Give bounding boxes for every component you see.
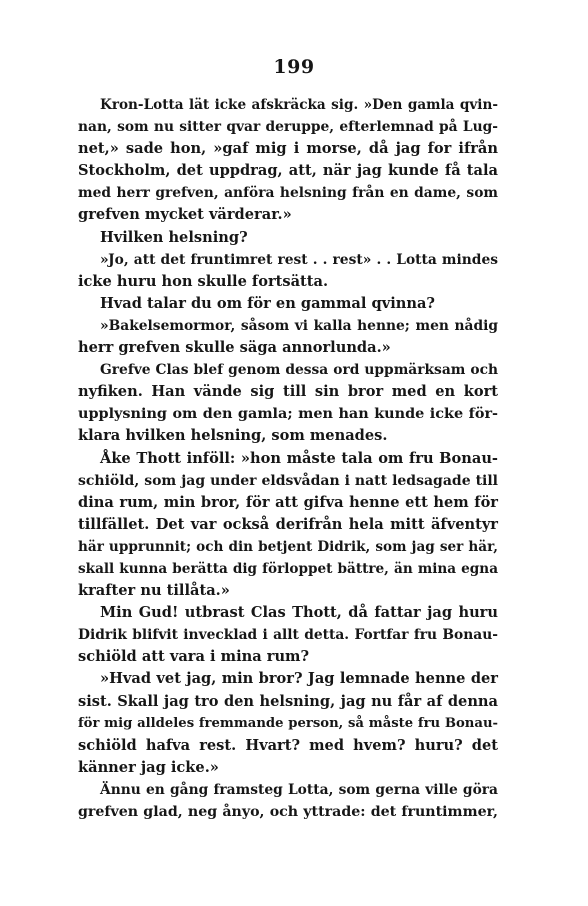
text-line: »Hvad vet jag, min bror? Jag lemnade henne der xyxy=(100,670,498,688)
text-line: grefven glad, neg ånyo, och yttrade: det fruntimmer, xyxy=(78,804,498,820)
text-line: schiöld hafva rest. Hvart? med hvem? huru? det xyxy=(78,736,498,754)
text-line: Ännu en gång framsteg Lotta, som gerna ville göra xyxy=(100,781,498,798)
text-line: krafter nu tillåta.» xyxy=(78,582,230,600)
text-line: »Jo, att det fruntimret rest . . rest» . . Lotta mindes xyxy=(100,251,498,268)
text-line: Hvilken helsning? xyxy=(100,228,248,246)
text-line: med herr grefven, anföra helsning från en dame, som xyxy=(78,185,498,202)
text-line: känner jag icke.» xyxy=(78,758,219,776)
text-line: »Bakelsemormor, såsom vi kalla henne; men nådig xyxy=(100,317,498,334)
text-line: schiöld, som jag under eldsvådan i natt ledsagade till xyxy=(78,472,498,489)
text-line: icke huru hon skulle fortsätta. xyxy=(78,272,329,290)
text-line: Didrik blifvit invecklad i allt detta. Fortfar fru Bonau- xyxy=(78,627,498,644)
text-line: Grefve Clas blef genom dessa ord uppmärksam och xyxy=(100,362,498,379)
text-line: sist. Skall jag tro den helsning, jag nu får af denna xyxy=(78,692,498,710)
text-line: net,» sade hon, »gaf mig i morse, då jag for ifrån xyxy=(78,140,498,158)
text-line: grefven mycket värderar.» xyxy=(78,206,292,224)
text-line: klara hvilken helsning, som menades. xyxy=(78,427,388,445)
text-line: upplysning om den gamla; men han kunde icke för- xyxy=(78,405,498,423)
text-line: nyfiken. Han vände sig till sin bror med en kort xyxy=(78,383,498,401)
text-line: nan, som nu sitter qvar deruppe, efterlemnad på Lug- xyxy=(78,119,498,136)
body-text xyxy=(78,94,498,823)
text-line: här upprunnit; och din betjent Didrik, som jag ser här, xyxy=(78,538,498,555)
text-line: Stockholm, det uppdrag, att, när jag kunde få tala xyxy=(78,162,498,180)
text-line: tillfället. Det var också derifrån hela mitt äfventyr xyxy=(78,515,498,533)
text-line: Hvad talar du om för en gammal qvinna? xyxy=(100,294,435,312)
text-line: skall kunna berätta dig förloppet bättre, än mina egna xyxy=(78,560,498,577)
text-line: dina rum, min bror, för att gifva henne ett hem för xyxy=(78,493,498,511)
text-line: för mig alldeles fremmande person, så måste fru Bonau- xyxy=(78,715,498,731)
text-line: Min Gud! utbrast Clas Thott, då fattar jag huru xyxy=(100,604,498,622)
page-number: 199 xyxy=(273,56,315,78)
text-line: Kron-Lotta lät icke afskräcka sig. »Den gamla qvin- xyxy=(100,97,498,113)
text-line: herr grefven skulle säga annorlunda.» xyxy=(78,339,391,357)
text-line: schiöld att vara i mina rum? xyxy=(78,648,310,666)
text-line: Åke Thott inföll: »hon måste tala om fru Bonau- xyxy=(100,449,498,467)
